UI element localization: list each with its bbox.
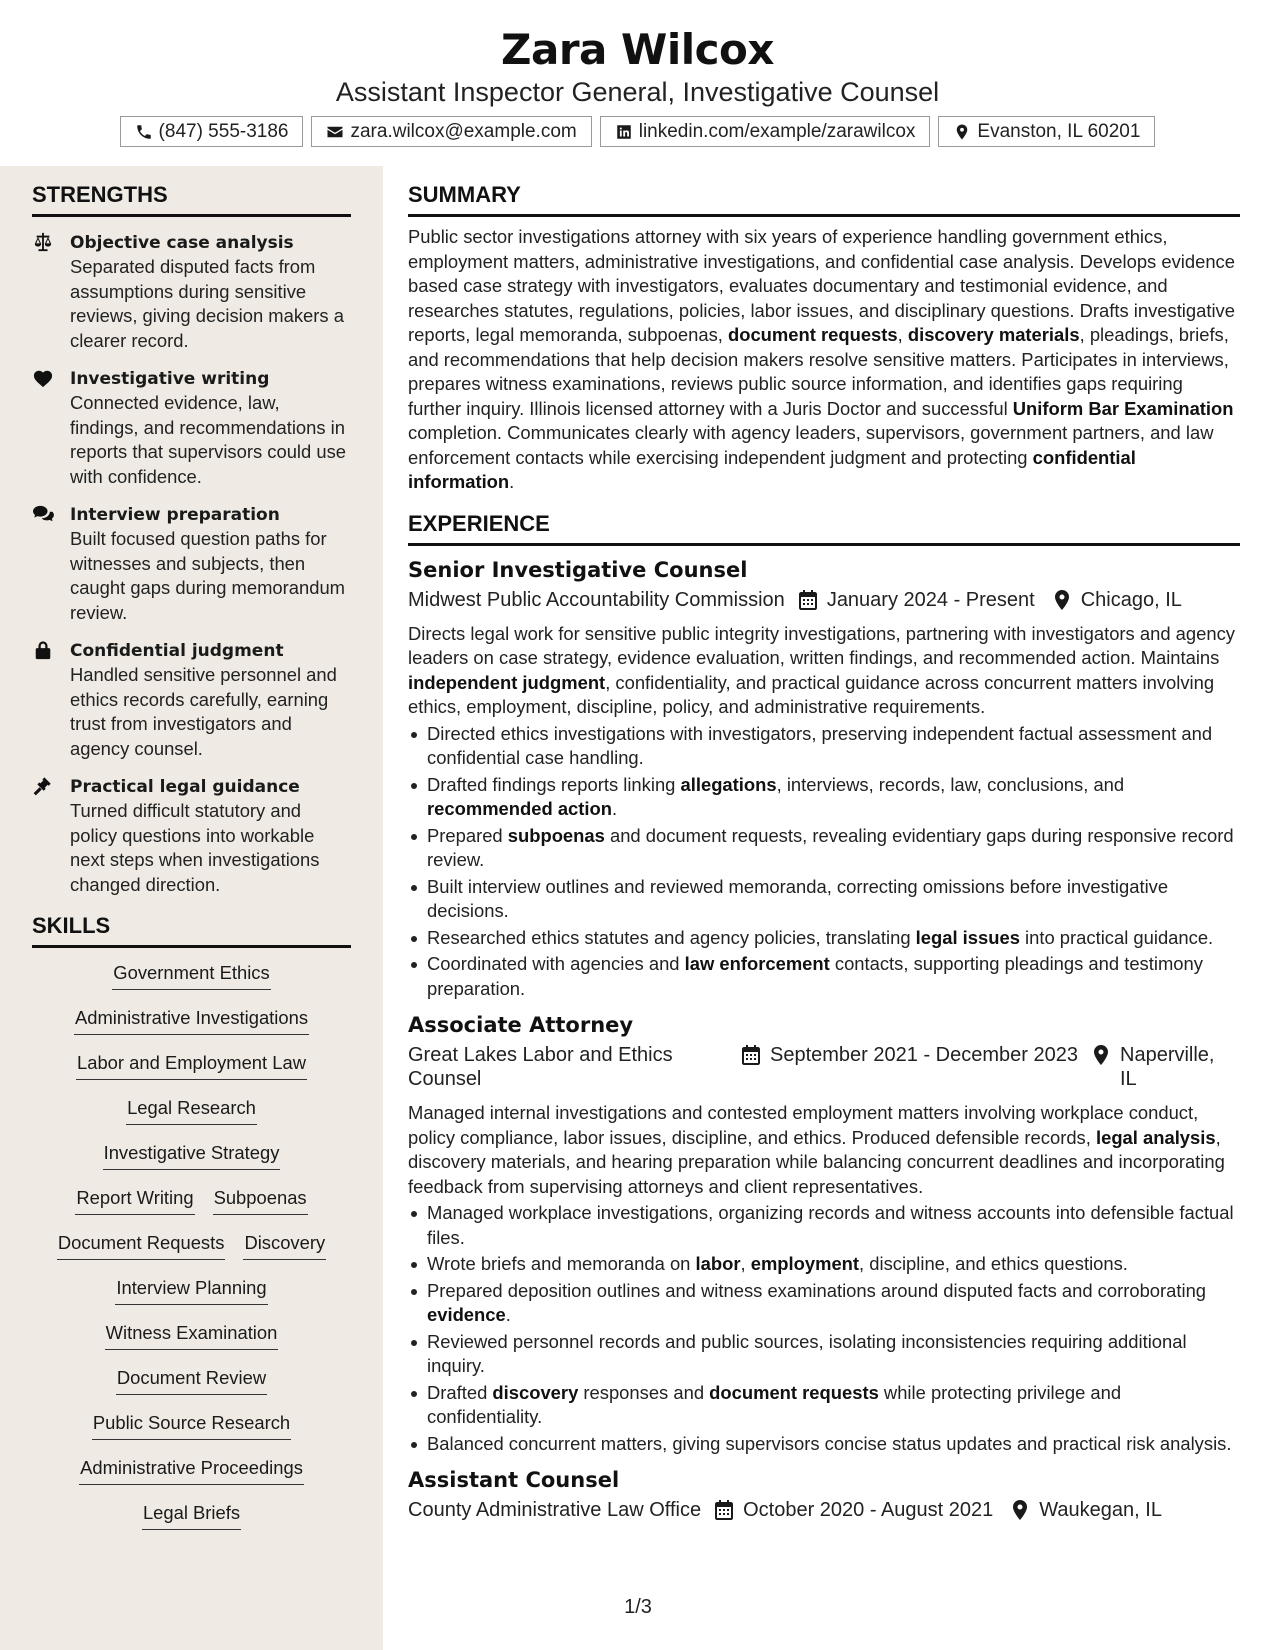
emphasized-text: document requests [709,1381,879,1403]
job-entry [408,1011,1240,1456]
strength-title: Investigative writing [70,369,270,389]
job-bullet: Directed ethics investigations with investigators, preserving independent factual assessment and confidential case handling. [408,722,1240,771]
job-org: County Administrative Law Office [408,1499,702,1521]
job-bullet: Drafted discovery responses and document requests while protecting privilege and confidentiality. [408,1381,1240,1430]
strength-title: Confidential judgment [70,641,284,661]
emphasized-text: legal analysis [1095,1126,1216,1148]
summary-heading: SUMMARY [408,182,1240,217]
emphasized-text: recommended action [427,798,612,819]
skill-tag: Investigative Strategy [103,1142,281,1170]
skill-tag: Labor and Employment Law [76,1052,307,1080]
job-dates: September 2021 - December 2023 [770,1044,1078,1066]
contact-location [938,116,1155,147]
skill-tag: Discovery [243,1232,326,1260]
scale-icon [32,232,54,252]
skill-tag: Document Requests [57,1232,226,1260]
emphasized-text: labor [695,1253,741,1274]
emphasized-text: independent judgment [408,671,606,693]
envelope-icon [326,123,344,141]
job-location: Waukegan, IL [1039,1499,1162,1521]
contact-phone[interactable] [120,116,304,147]
strength-desc: Turned difficult statutory and policy questions into workable next steps when investigations changed direction. [70,800,320,895]
job-location: Naperville, IL [1120,1044,1215,1090]
contact-email-text: zara.wilcox@example.com [350,120,577,142]
job-meta [408,1498,1240,1522]
job-bullet: Wrote briefs and memoranda on labor, employment, discipline, and ethics questions. [408,1252,1240,1277]
job-bullet: Managed workplace investigations, organizing records and witness accounts into defensible factual files. [408,1201,1240,1250]
summary-text: Public sector investigations attorney with six years of experience handling government ethics, employment matters, administrative investigations, and confidential case analysis. Develops evidence based case strategy with investigators, evaluates documentary and testimonial evidence, and researches statutes, regulations, policies, labor issues, and disciplinary questions. Drafts investigative reports, legal memoranda, subpoenas, document requests, discovery materials, pleadings, briefs, and recommendations that help decision makers resolve sensitive matters. Participates in interviews, prepares witness examinations, reviews public source information, and identifies gaps requiring further inquiry. Illinois licensed attorney with a Juris Doctor and successful Uniform Bar Examination completion. Communicates clearly with agency leaders, supervisors, government partners, and law enforcement contacts while exercising independent judgment and protecting confidential information. [408,226,1235,492]
skill-tag: Legal Briefs [142,1502,241,1530]
job-title: Associate Attorney [408,1013,634,1037]
strength-desc: Connected evidence, law, findings, and recommendations in reports that supervisors could use with confidence. [70,392,346,487]
job-bullet: Balanced concurrent matters, giving supervisors concise status updates and practical risk analysis. [408,1432,1240,1457]
experience-heading: EXPERIENCE [408,511,1240,546]
emphasized-text: confidential information [408,446,1136,492]
job-org: Great Lakes Labor and Ethics Counsel [408,1044,673,1090]
strength-desc: Separated disputed facts from assumptions during sensitive reviews, giving decision makers a clearer record. [70,256,344,351]
skill-tag: Report Writing [75,1187,194,1215]
contact-location-text: Evanston, IL 60201 [977,120,1141,142]
job-title: Senior Investigative Counsel [408,557,748,582]
calendar-icon [799,590,817,610]
job-description: Managed internal investigations and contested employment matters involving workplace conduct, policy compliance, labor issues, discipline, and ethics. Produced defensible records, legal analysis, discovery materials, and hearing preparation while balancing concurrent deadlines and incorporating feedback from supervising attorneys and client representatives. [408,1102,1225,1197]
emphasized-text: law enforcement [684,953,830,974]
gavel-icon [32,776,54,796]
job-bullet: Prepared subpoenas and document requests, revealing evidentiary gaps during responsive record review. [408,824,1240,873]
skill-tag: Administrative Proceedings [79,1457,304,1485]
map-pin-icon [1011,1500,1029,1520]
sidebar [0,166,383,1650]
job-org: Midwest Public Accountability Commission [408,588,785,611]
contact-linkedin-text: linkedin.com/example/zarawilcox [638,120,916,142]
job-bullet: Researched ethics statutes and agency policies, translating legal issues into practical guidance. [408,926,1240,951]
skill-tag: Public Source Research [92,1412,291,1440]
job-dates: October 2020 - August 2021 [743,1499,994,1521]
job-meta [408,588,1240,612]
chat-bubbles-icon [32,504,54,524]
job-dates: January 2024 - Present [826,588,1035,611]
skill-tag: Witness Examination [105,1322,279,1350]
job-bullets [408,1201,1240,1456]
emphasized-text: legal issues [915,926,1020,948]
calendar-icon [742,1045,760,1065]
emphasized-text: discovery [492,1381,579,1403]
main-column [408,166,1240,1522]
emphasized-text: discovery materials [907,324,1080,345]
strength-item [32,231,351,353]
emphasized-text: allegations [680,773,777,795]
strength-item [32,503,351,625]
map-pin-icon [1092,1045,1110,1065]
job-entry [408,1466,1240,1522]
strength-item [32,775,351,897]
emphasized-text: document requests [727,324,898,345]
job-bullet: Coordinated with agencies and law enforcement contacts, supporting pleadings and testimony preparation. [408,952,1240,1001]
lock-icon [32,640,54,660]
contact-bar [0,116,1275,147]
contact-email[interactable] [311,116,591,147]
strength-title: Interview preparation [70,505,280,525]
strength-item [32,639,351,761]
skill-tag: Administrative Investigations [74,1007,309,1035]
emphasized-text: Uniform Bar Examination [1012,397,1234,419]
strength-item [32,367,351,489]
job-bullet: Built interview outlines and reviewed memoranda, correcting omissions before investigative decisions. [408,875,1240,924]
job-bullet: Drafted findings reports linking allegations, interviews, records, law, conclusions, and recommended action. [408,773,1240,822]
job-description: Directs legal work for sensitive public integrity investigations, partnering with investigators and agency leaders on case strategy, evidence evaluation, written findings, and recommended action. Maintains independent judgment, confidentiality, and practical guidance across concurrent matters involving ethics, employment, discipline, policy, and administrative requirements. [408,622,1235,717]
candidate-title: Assistant Inspector General, Investigative Counsel [335,77,940,107]
phone-icon [135,123,153,141]
job-bullet: Reviewed personnel records and public sources, isolating inconsistencies requiring additional inquiry. [408,1330,1240,1379]
strength-desc: Built focused question paths for witnesses and subjects, then caught gaps during memorandum review. [70,528,345,623]
skills-heading: SKILLS [32,913,351,948]
strength-title: Practical legal guidance [70,777,300,797]
job-entry [408,556,1240,1002]
heart-icon [32,368,54,388]
strengths-heading: STRENGTHS [32,182,351,217]
job-bullet: Prepared deposition outlines and witness examinations around disputed facts and corroborating evidence. [408,1279,1240,1328]
emphasized-text: subpoenas [507,824,605,846]
contact-phone-text: (847) 555-3186 [158,120,289,142]
skill-tag: Government Ethics [112,962,270,990]
strength-desc: Handled sensitive personnel and ethics records carefully, earning trust from investigators and agency counsel. [70,664,337,759]
resume-header [0,0,1275,166]
job-location: Chicago, IL [1080,588,1182,611]
page-number: 1/3 [624,1596,652,1618]
job-title: Assistant Counsel [408,1468,620,1492]
job-meta [408,1043,1240,1091]
skills-section [32,913,351,1547]
skill-tag: Legal Research [126,1097,257,1125]
emphasized-text: evidence [427,1304,506,1325]
map-pin-icon [953,123,971,141]
contact-linkedin[interactable] [600,116,931,147]
skill-tag: Document Review [116,1367,267,1395]
candidate-name: Zara Wilcox [501,25,774,74]
map-pin-icon [1053,590,1071,610]
emphasized-text: employment [750,1253,860,1274]
strength-title: Objective case analysis [70,233,294,253]
skill-tag: Subpoenas [213,1187,308,1215]
job-bullets [408,722,1240,1002]
skill-tag: Interview Planning [115,1277,267,1305]
calendar-icon [715,1500,733,1520]
linkedin-icon [615,123,633,141]
